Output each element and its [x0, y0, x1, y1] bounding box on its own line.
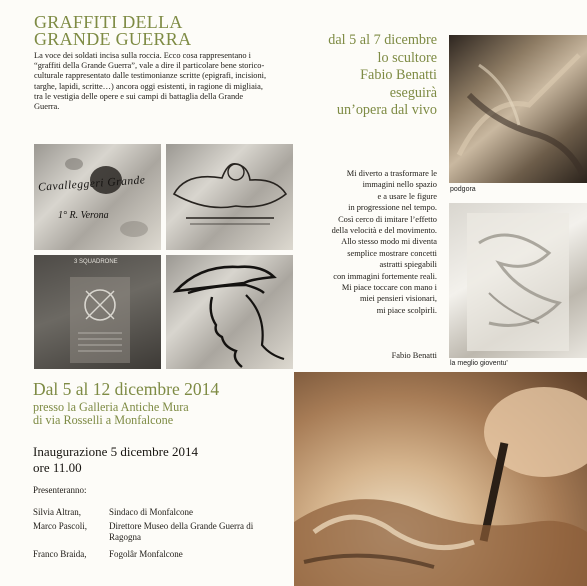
- carving-hands-photo: [294, 372, 587, 586]
- quote-line: con immagini fortemente reali.: [333, 271, 437, 281]
- presenter-name: Marco Pascoli,: [33, 521, 87, 531]
- inauguration-date: Inaugurazione 5 dicembre 2014: [33, 444, 198, 459]
- presenter-row: [33, 521, 281, 542]
- squadrone-label: 3 SQUADRONE: [74, 259, 118, 265]
- quote-line: miei pensieri visionari,: [360, 294, 437, 304]
- presenter-role: Sindaco di Monfalcone: [109, 507, 193, 517]
- graffiti-text-1: Cavalleggeri Grande: [37, 174, 146, 194]
- presenter-role: Fogolâr Monfalcone: [109, 549, 183, 559]
- sculpture-photo-gioventu: [449, 203, 587, 358]
- presenter-row: [33, 549, 269, 560]
- quote-line: Così cerco di imitare l’effetto: [338, 214, 437, 224]
- venue-line-2: di via Rosselli a Monfalcone: [33, 413, 174, 427]
- quote-line: semplice mostrare concetti: [347, 248, 437, 258]
- sculpture-photo-podgora: [449, 35, 587, 183]
- title-line-2: GRANDE GUERRA: [34, 29, 192, 49]
- intro-paragraph: La voce dei soldati incisa sulla roccia. Ecco cosa rappresentano i “graffiti della Grande Guerra”, vale a dire il particolare bene storico-culturale rappresentato dalle testimonianze scritte (epigrafi, incisioni, targhe, lapidi, scritte…) ancora oggi esistenti, in ragione di migliaia, tra le vestigia delle opere e sui campi di battaglia della Grande Guerra.: [34, 51, 267, 112]
- announcement-line-4: eseguirà: [389, 84, 437, 101]
- quote-line: astratti spiegabili: [379, 260, 437, 270]
- quote-line: immagini nello spazio: [362, 180, 437, 190]
- exhibition-dates: Dal 5 al 12 dicembre 2014: [33, 379, 220, 399]
- presenter-role: Direttore Museo della Grande Guerra di Ragogna: [109, 521, 254, 542]
- presenter-row: [33, 507, 269, 518]
- graffiti-engraving: [34, 144, 161, 250]
- announcement-line-2: lo scultore: [377, 49, 437, 66]
- quote-line: e a usare le figure: [377, 191, 437, 201]
- presenters-label: Presenteranno:: [33, 485, 87, 495]
- quote-line: della velocità e del movimento.: [331, 226, 437, 236]
- graffiti-photo-squadrone: [34, 255, 161, 369]
- quote-line: mi piace scolpirli.: [376, 305, 437, 315]
- podgora-relief: [449, 35, 587, 183]
- gioventu-relief: [449, 203, 587, 358]
- page-title: [34, 14, 191, 48]
- quote-line: Mi diverto a trasformare le: [346, 169, 437, 178]
- squadrone-plaque: [34, 255, 161, 369]
- exhibition-venue: [33, 401, 189, 427]
- quote-line: in progressione nel tempo.: [348, 203, 437, 213]
- inauguration-time: ore 11.00: [33, 460, 82, 475]
- quote-signature: Fabio Benatti: [391, 351, 437, 360]
- announcement-line-5: un’opera dal vivo: [336, 102, 437, 118]
- artist-quote: [267, 168, 437, 316]
- inauguration-info: [33, 444, 198, 476]
- quote-line: Mi piace toccare con mano i: [341, 283, 437, 293]
- caption-gioventu: la meglio gioventu': [450, 360, 508, 367]
- announcement-line-1: dal 5 al 7 dicembre: [328, 32, 437, 48]
- sculptor-announcement: [328, 32, 437, 120]
- presenter-name: Silvia Altran,: [33, 507, 81, 517]
- caption-podgora: podgora: [450, 186, 476, 193]
- quote-line: Allo stesso modo mi diventa: [341, 237, 437, 247]
- carving-scene: [294, 372, 587, 586]
- title-line-1: GRAFFITI DELLA: [34, 12, 183, 32]
- graffiti-text-2: 1° R. Verona: [58, 210, 109, 221]
- graffiti-photo-cavalleggeri: [34, 144, 161, 250]
- presenter-name: Franco Braida,: [33, 549, 87, 559]
- announcement-line-3: Fabio Benatti: [360, 67, 437, 83]
- venue-line-1: presso la Galleria Antiche Mura: [33, 400, 189, 414]
